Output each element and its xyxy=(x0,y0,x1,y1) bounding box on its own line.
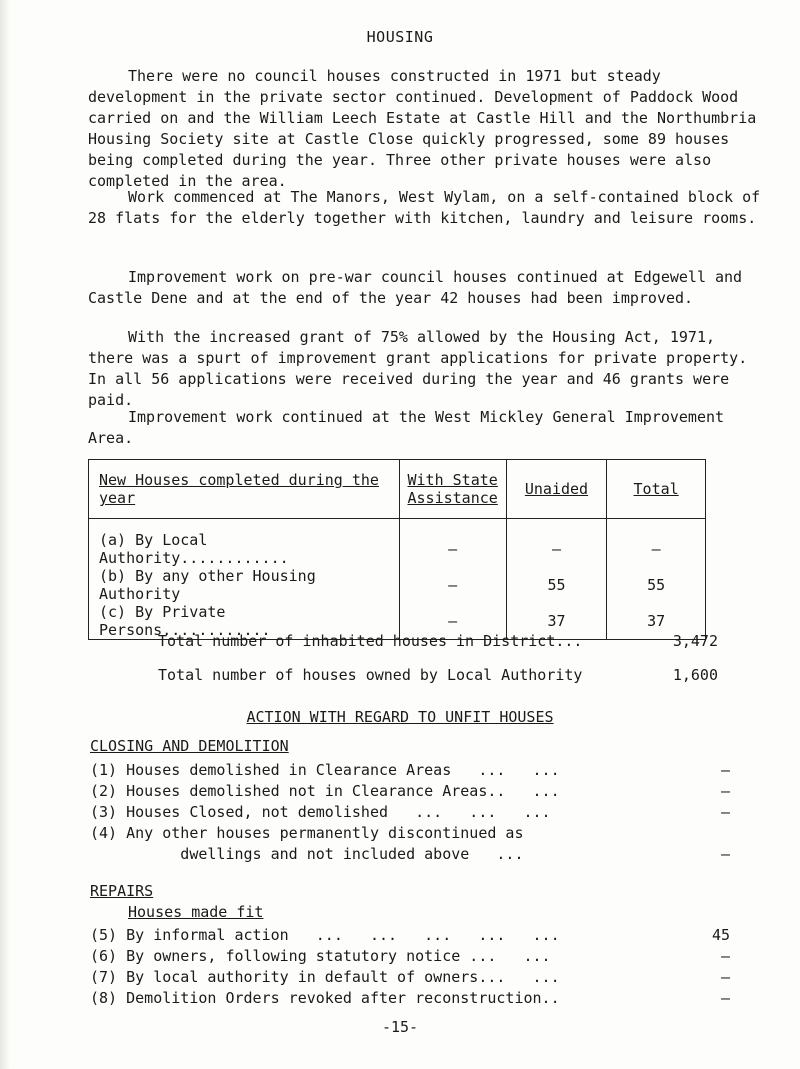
cell-unaided: 37 xyxy=(506,603,606,640)
table-header-row xyxy=(89,460,706,519)
column-header-state-assistance: With State Assistance xyxy=(399,460,506,519)
list-item: (4) Any other houses permanently discontinued as xyxy=(90,823,524,842)
total-inhabited-row xyxy=(158,624,718,658)
cell-total: 55 xyxy=(607,567,706,603)
table-row xyxy=(89,519,706,568)
column-header-unaided: Unaided xyxy=(506,460,606,519)
list-item: (3) Houses Closed, not demolished ... ... ... — xyxy=(90,802,730,821)
paragraph-new-construction: There were no council houses constructed in 1971 but steady development in the private sector continued. Development of Paddock Wood carried on and the William Leech Estate at Castle Hill and the Northumbria Housing Society site at Castle Close quickly progressed, some 89 houses being completed during the year. Three other private houses were also completed in the area. xyxy=(88,67,757,190)
list-item: (2) Houses demolished not in Clearance Areas.. ... — xyxy=(90,781,730,800)
table-row xyxy=(89,567,706,603)
total-la-owned-row xyxy=(158,658,718,692)
list-item: (1) Houses demolished in Clearance Areas ... ... — xyxy=(90,760,730,779)
new-houses-table xyxy=(88,459,706,640)
total-inhabited-label: Total number of inhabited houses in District... xyxy=(158,632,583,650)
list-item: (6) By owners, following statutory notice ... ... — xyxy=(90,946,730,965)
page-number: -15- xyxy=(381,1018,419,1036)
paragraph-mickley-area: Improvement work continued at the West Mickley General Improvement Area. xyxy=(88,408,725,447)
column-header-total: Total xyxy=(607,460,706,519)
list-item: (5) By informal action ... ... ... ... ... 45 xyxy=(90,925,730,944)
list-item: (8) Demolition Orders revoked after reconstruction.. — xyxy=(90,988,730,1007)
cell-state-assistance: – xyxy=(399,519,506,568)
total-inhabited-value: 3,472 xyxy=(672,632,718,650)
cell-state-assistance: – xyxy=(399,567,506,603)
row-label: (b) By any other Housing Authority xyxy=(99,567,316,603)
cell-total: – xyxy=(607,519,706,568)
cell-unaided: – xyxy=(506,519,606,568)
row-label: (a) By Local Authority............ xyxy=(99,531,289,567)
page-title: HOUSING xyxy=(366,28,434,46)
cell-unaided: 55 xyxy=(506,567,606,603)
total-la-owned-label: Total number of houses owned by Local Authority xyxy=(158,666,583,684)
list-item: (7) By local authority in default of owners... ... — xyxy=(90,967,730,986)
houses-made-fit-subheading: Houses made fit xyxy=(128,903,264,921)
total-la-owned-value: 1,600 xyxy=(672,666,718,684)
closing-demolition-heading: CLOSING AND DEMOLITION xyxy=(90,737,289,755)
list-item: dwellings and not included above ... — xyxy=(90,844,730,863)
repairs-heading: REPAIRS xyxy=(90,882,154,900)
closing-demolition-list xyxy=(90,759,730,864)
paragraph-council-improvement: Improvement work on pre-war council houses continued at Edgewell and Castle Dene and at the end of the year 42 houses had been improved. xyxy=(88,268,743,307)
unfit-houses-heading: ACTION WITH REGARD TO UNFIT HOUSES xyxy=(246,708,554,726)
paragraph-manors-flats: Work commenced at The Manors, West Wylam, on a self-contained block of 28 flats for the elderly together with kitchen, laundry and leisure rooms. xyxy=(88,188,761,227)
cell-total: 37 xyxy=(607,603,706,640)
row-label: (c) By Private Persons............ xyxy=(89,603,400,640)
totals-block xyxy=(158,624,718,692)
page-edge-shadow xyxy=(0,0,10,1069)
paragraph-improvement-grants: With the increased grant of 75% allowed by the Housing Act, 1971, there was a spurt of improvement grant applications for private property. In all 56 applications were received during the year and 46 grants were paid. xyxy=(88,328,748,409)
repairs-list xyxy=(90,924,730,1008)
cell-state-assistance: – xyxy=(399,603,506,640)
column-header-description: New Houses completed during the year xyxy=(89,460,400,519)
